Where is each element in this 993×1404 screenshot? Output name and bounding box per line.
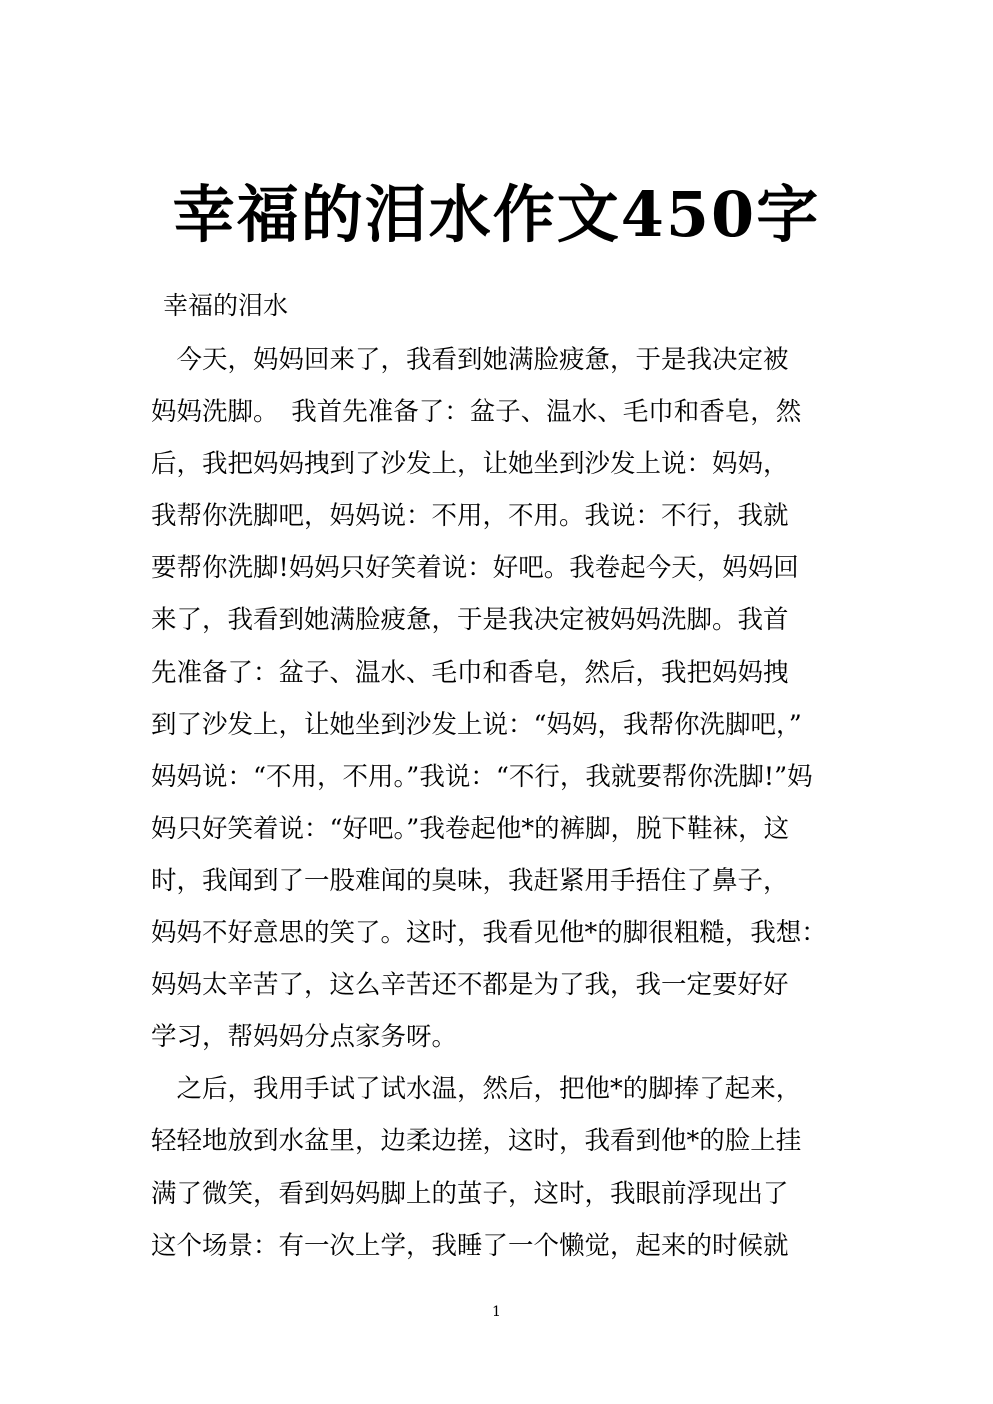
text-line: 要帮你洗脚!妈妈只好笑着说：好吧。我卷起今天，妈妈回: [151, 553, 799, 584]
text-line: 妈妈洗脚。 我首先准备了：盆子、温水、毛巾和香皂，然: [151, 397, 802, 428]
text-line: 我帮你洗脚吧，妈妈说：不用，不用。我说：不行，我就: [151, 501, 789, 532]
text-line: 时，我闻到了一股难闻的臭味，我赶紧用手捂住了鼻子，: [151, 865, 789, 896]
page-number: 1: [492, 1304, 501, 1320]
text-line: 之后，我用手试了试水温，然后，把他*的脚捧了起来，: [151, 1074, 802, 1105]
text-line: 妈妈太辛苦了，这么辛苦还不都是为了我，我一定要好好: [151, 970, 789, 1001]
text-line: 来了，我看到她满脸疲惫，于是我决定被妈妈洗脚。我首: [151, 605, 789, 636]
text-line: 后，我把妈妈拽到了沙发上，让她坐到沙发上说：妈妈，: [151, 449, 789, 480]
page-title: 幸福的泪水作文450字: [172, 178, 821, 251]
text-line: 满了微笑，看到妈妈脚上的茧子，这时，我眼前浮现出了: [151, 1178, 789, 1209]
text-line: 轻轻地放到水盆里，边柔边搓，这时，我看到他*的脸上挂: [151, 1126, 802, 1157]
text-line: 学习，帮妈妈分点家务呀。: [151, 1022, 458, 1053]
body-text: [151, 340, 871, 1278]
text-line: 妈妈说：“不用，不用。”我说：“不行，我就要帮你洗脚!”妈: [151, 761, 813, 792]
text-line: 先准备了：盆子、温水、毛巾和香皂，然后，我把妈妈拽: [151, 657, 789, 688]
text-line: 今天，妈妈回来了，我看到她满脸疲惫，于是我决定被: [151, 345, 789, 375]
text-line: 妈只好笑着说：“好吧。”我卷起他*的裤脚，脱下鞋袜，这: [151, 813, 790, 844]
text-line: 妈妈不好意思的笑了。这时，我看见他*的脚很粗糙，我想：: [151, 918, 827, 949]
subtitle: 幸福的泪水: [163, 291, 289, 320]
text-line: 这个场景：有一次上学，我睡了一个懒觉，起来的时候就: [151, 1230, 789, 1261]
text-line: 到了沙发上，让她坐到沙发上说：“妈妈，我帮你洗脚吧，”: [151, 709, 802, 740]
